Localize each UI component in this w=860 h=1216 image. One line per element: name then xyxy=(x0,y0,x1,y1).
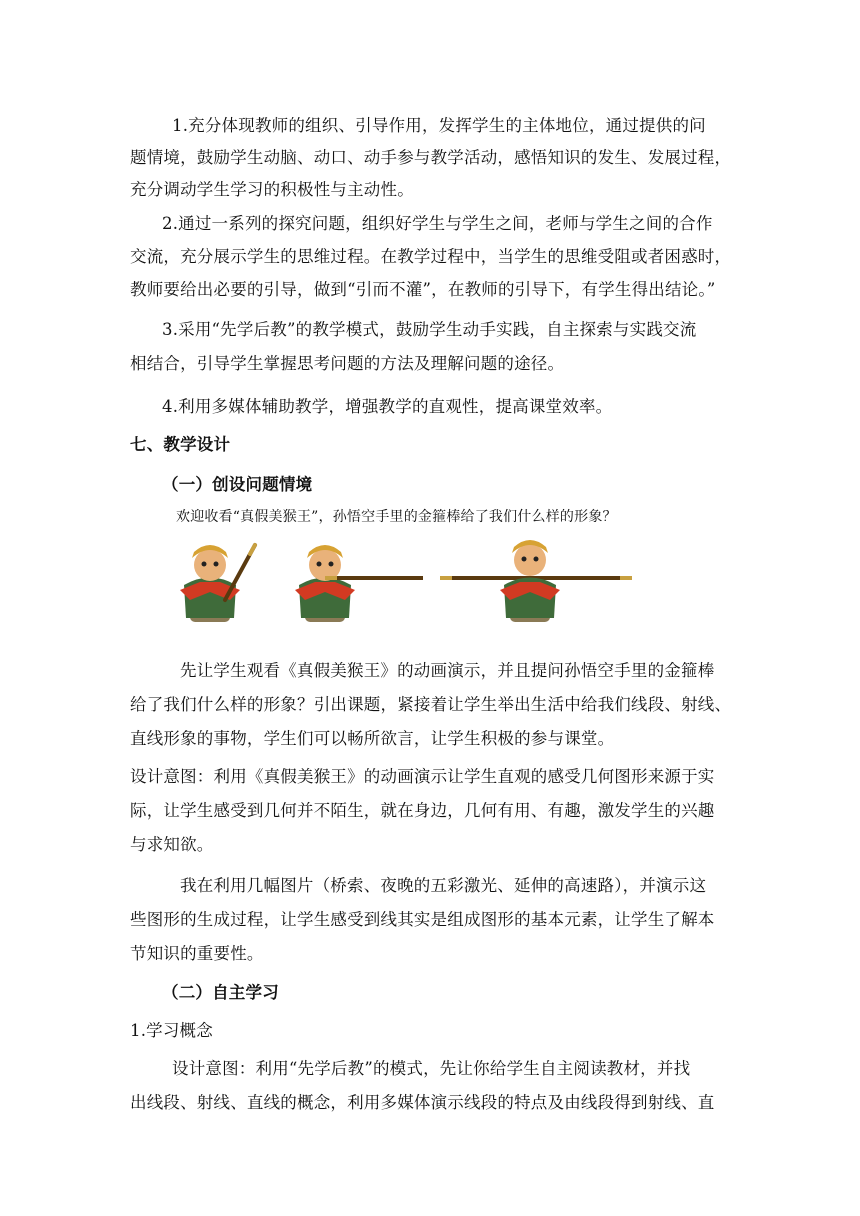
p8-line-1: 设计意图：利用“先学后教”的模式，先让你给学生自主阅读教材，并找 xyxy=(172,1059,691,1078)
p3-line-2: 相结合，引导学生掌握思考问题的方法及理解问题的途径。 xyxy=(130,354,565,373)
p6-line-1: 设计意图：利用《真假美猴王》的动画演示让学生直观的感受几何图形来源于实 xyxy=(130,767,715,786)
p8-line-2: 出线段、射线、直线的概念，利用多媒体演示线段的特点及由线段得到射线、直 xyxy=(130,1093,715,1112)
p7-line-1: 我在利用几幅图片（桥索、夜晚的五彩激光、延伸的高速路），并演示这 xyxy=(180,876,707,895)
p5-line-2: 给了我们什么样的形象？引出课题，紧接着让学生举出生活中给我们线段、射线、 xyxy=(130,695,732,714)
p5-line-1: 先让学生观看《真假美猴王》的动画演示，并且提问孙悟空手里的金箍棒 xyxy=(180,661,715,680)
section-heading: 七、教学设计 xyxy=(130,435,231,454)
p1-line-3: 充分调动学生学习的积极性与主动性。 xyxy=(130,180,414,199)
p6-line-2: 际，让学生感受到几何并不陌生，就在身边，几何有用、有趣，激发学生的兴趣 xyxy=(130,801,715,820)
monkey-king-illustration xyxy=(160,540,660,630)
p6-line-3: 与求知欲。 xyxy=(130,835,214,854)
p1-line-2: 题情境，鼓励学生动脑、动口、动手参与教学活动，感悟知识的发生、发展过程， xyxy=(130,148,732,167)
monkey-king-1 xyxy=(180,545,255,622)
item-heading: 1.学习概念 xyxy=(130,1021,213,1040)
p1-line-1: 1.充分体现教师的组织、引导作用，发挥学生的主体地位，通过提供的问 xyxy=(172,116,706,135)
p5-line-3: 直线形象的事物，学生们可以畅所欲言，让学生积极的参与课堂。 xyxy=(130,729,615,748)
subsection-heading-2: （二）自主学习 xyxy=(162,983,279,1002)
monkey-king-figure-svg xyxy=(160,540,660,630)
p3-line-1: 3.采用“先学后教”的教学模式，鼓励学生动手实践，自主探索与实践交流 xyxy=(162,320,697,339)
p7-line-2: 些图形的生成过程，让学生感受到线其实是组成图形的基本元素，让学生了解本 xyxy=(130,910,715,929)
monkey-king-2 xyxy=(295,545,423,622)
monkey-king-3 xyxy=(440,540,632,622)
figure-caption: 欢迎收看“真假美猴王”，孙悟空手里的金箍棒给了我们什么样的形象？ xyxy=(176,509,617,525)
p2-line-1: 2.通过一系列的探究问题，组织好学生与学生之间，老师与学生之间的合作 xyxy=(162,214,713,233)
p2-line-3: 教师要给出必要的引导，做到“引而不灌”，在教师的引导下，有学生得出结论。” xyxy=(130,280,716,299)
subsection-heading-1: （一）创设问题情境 xyxy=(162,475,313,494)
p7-line-3: 节知识的重要性。 xyxy=(130,944,264,963)
p4-line-1: 4.利用多媒体辅助教学，增强教学的直观性，提高课堂效率。 xyxy=(162,397,613,416)
p2-line-2: 交流，充分展示学生的思维过程。在教学过程中，当学生的思维受阻或者困惑时， xyxy=(130,247,732,266)
